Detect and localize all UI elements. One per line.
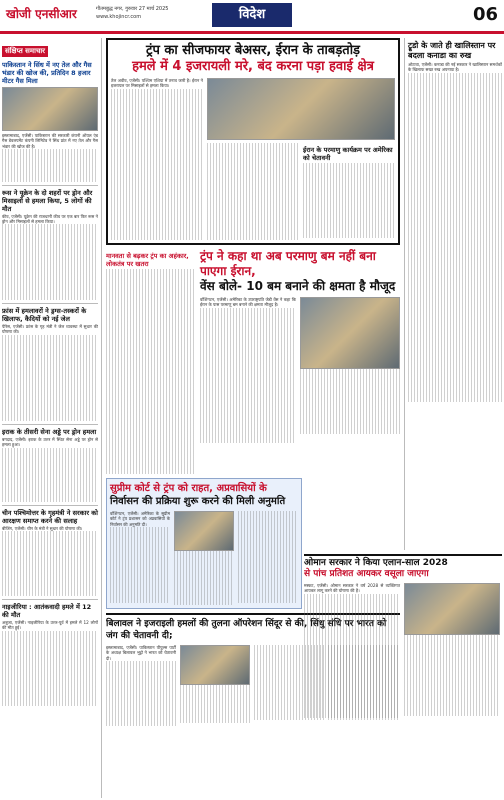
bottom-headline[interactable]: बिलावल ने इजराइली हमलों की तुलना ऑपरेशन सिंदूर से की, सिंधु संधि पर भारत को जंग की चेतावनी दी; — [106, 618, 387, 641]
court-photo — [174, 511, 234, 551]
newspaper-logo: खोजी एनसीआर — [6, 7, 77, 21]
bottom-photo — [180, 645, 250, 685]
court-headline-line1[interactable]: सुप्रीम कोर्ट से ट्रंप को राहत, अप्रवासियों के — [110, 482, 267, 494]
oman-body: मस्कट, एजेंसी। ओमान सरकार ने वर्ष 2028 से व्यक्तिगत आयकर लागू करने की घोषणा की है। — [304, 583, 400, 594]
brief-body: कीव, एजेंसी। यूक्रेन की राजधानी कीव पर एक बार फिर रूस ने ड्रोन और मिसाइलों से हमला किया। — [2, 213, 98, 224]
lead-body: तेल अवीव, एजेंसी। पश्चिम एशिया में तनाव जारी है। ईरान ने इजरायल पर मिसाइलों से हमला किया। — [111, 78, 203, 89]
brief-headline[interactable]: रूस ने यूक्रेन के दो शहरों पर ड्रोन और मिसाइलों से हमला किया, 5 लोगों की मौत — [2, 188, 93, 213]
brief-body: इस्लामाबाद, एजेंसी। पाकिस्तान की सरकारी कंपनी ऑयल एंड गैस डेवलपमेंट कंपनी लिमिटेड ने सिंध प्रांत में नए तेल और गैस भंडार की खोज की है। — [2, 133, 98, 149]
right-column — [404, 38, 502, 550]
opinion-headline[interactable]: मानवता से बढ़कर ट्रंप का अहंकार, लोकतंत्र पर खतरा — [106, 252, 189, 269]
brief-tag: संक्षिप्त समाचार — [2, 46, 48, 57]
bottom-body: इस्लामाबाद, एजेंसी। पाकिस्तान पीपुल्स पार्टी के अध्यक्ष बिलावल भुट्टो ने भारत को चेतावनी दी। — [106, 644, 176, 661]
page-number: 06 — [472, 4, 498, 25]
brief-headline[interactable]: नाइजीरिया : आतंकवादी हमले में 12 की मौत — [2, 602, 92, 619]
lead-headline-line1[interactable]: ट्रंप का सीजफायर बेअसर, ईरान के ताबड़तोड़ — [145, 43, 361, 58]
brief-headline[interactable]: चीन पश्चिमोत्तर के गृहमंत्री ने सरकार को आरक्षण समाप्त करने की सलाह — [2, 508, 98, 525]
website: www.khojincr.com — [96, 14, 142, 20]
lead-subheadline: ईरान के परमाणु कार्यक्रम पर अमेरिका को चेतावनी — [303, 146, 393, 162]
court-body: वॉशिंगटन, एजेंसी। अमेरिका के सुप्रीम कोर्ट ने ट्रंप प्रशासन को अप्रवासियों के निर्वासन की अनुमति दी। — [110, 510, 170, 527]
court-headline-line2[interactable]: निर्वासन की प्रक्रिया शुरू करने की मिली अनुमति — [110, 495, 286, 507]
masthead — [0, 0, 504, 34]
brief-body: पेरिस, एजेंसी। फ्रांस के गृह मंत्री ने जेल व्यवस्था में सुधार की घोषणा की। — [2, 323, 98, 335]
brief-body: बगदाद, एजेंसी। इराक के उत्तर में स्थित सेना अड्डे पर ड्रोन से हमला हुआ। — [2, 436, 98, 448]
lead-photo — [207, 78, 395, 140]
section-label: विदेश — [212, 3, 292, 27]
trump-photo — [300, 297, 400, 369]
left-column — [2, 38, 102, 798]
oman-photo — [404, 583, 500, 635]
lead-headline-line2[interactable]: हमले में 4 इजरायली मरे, बंद करना पड़ा हवाई क्षेत्र — [132, 59, 374, 74]
oman-headline-line1[interactable]: ओमान सरकार ने किया एलान-साल 2028 — [304, 558, 448, 568]
trump-headline-line1[interactable]: ट्रंप ने कहा था अब परमाणु बम नहीं बना पाएगा ईरान, — [200, 249, 376, 279]
lead-story — [106, 38, 400, 245]
brief-headline[interactable]: इराक के तीसरी सेना अड्डे पर ड्रोन हमला — [2, 427, 97, 436]
court-story — [106, 478, 302, 609]
issue-date: गौतमबुद्ध नगर, गुरुवार 27 मार्च 2025 — [96, 6, 169, 12]
oman-story — [304, 554, 502, 734]
trump-headline-line2[interactable]: वेंस बोले- 10 बम बनाने की क्षमता है मौजूद — [200, 279, 396, 294]
brief-body: बीजिंग, एजेंसी। चीन के मंत्री ने सुधार की घोषणा की। — [2, 525, 83, 531]
oman-headline-line2[interactable]: से पांच प्रतिशत आयकर वसूला जाएगा — [304, 569, 429, 579]
right-body: ओटावा, एजेंसी। कनाडा की नई सरकार ने खालिस्तान समर्थकों के खिलाफ सख्त रुख अपनाया है। — [408, 62, 502, 73]
right-headline[interactable]: ट्रूडो के जाते ही खालिस्तान पर बदला कनाडा का रुख — [408, 41, 496, 60]
brief-photo — [2, 87, 98, 131]
brief-headline[interactable]: पाकिस्तान ने सिंध में नए तेल और गैस भंडार की खोज की, प्रतिदिन 8 हजार मीटर गैस मिला — [2, 61, 92, 85]
brief-headline[interactable]: फ्रांस में हमलावरों ने ड्रग्स-तस्करों के खिलाफ, कैदियों को नई जेल — [2, 306, 87, 323]
brief-body: अबुजा, एजेंसी। नाइजीरिया के उत्तर-पूर्व में हमले में 12 लोगों की मौत हुई। — [2, 619, 98, 631]
trump-body: वॉशिंगटन, एजेंसी। अमेरिका के उपराष्ट्रपति जेडी वेंस ने कहा कि ईरान के पास परमाणु बम बनाने की क्षमता मौजूद है। — [200, 297, 296, 308]
